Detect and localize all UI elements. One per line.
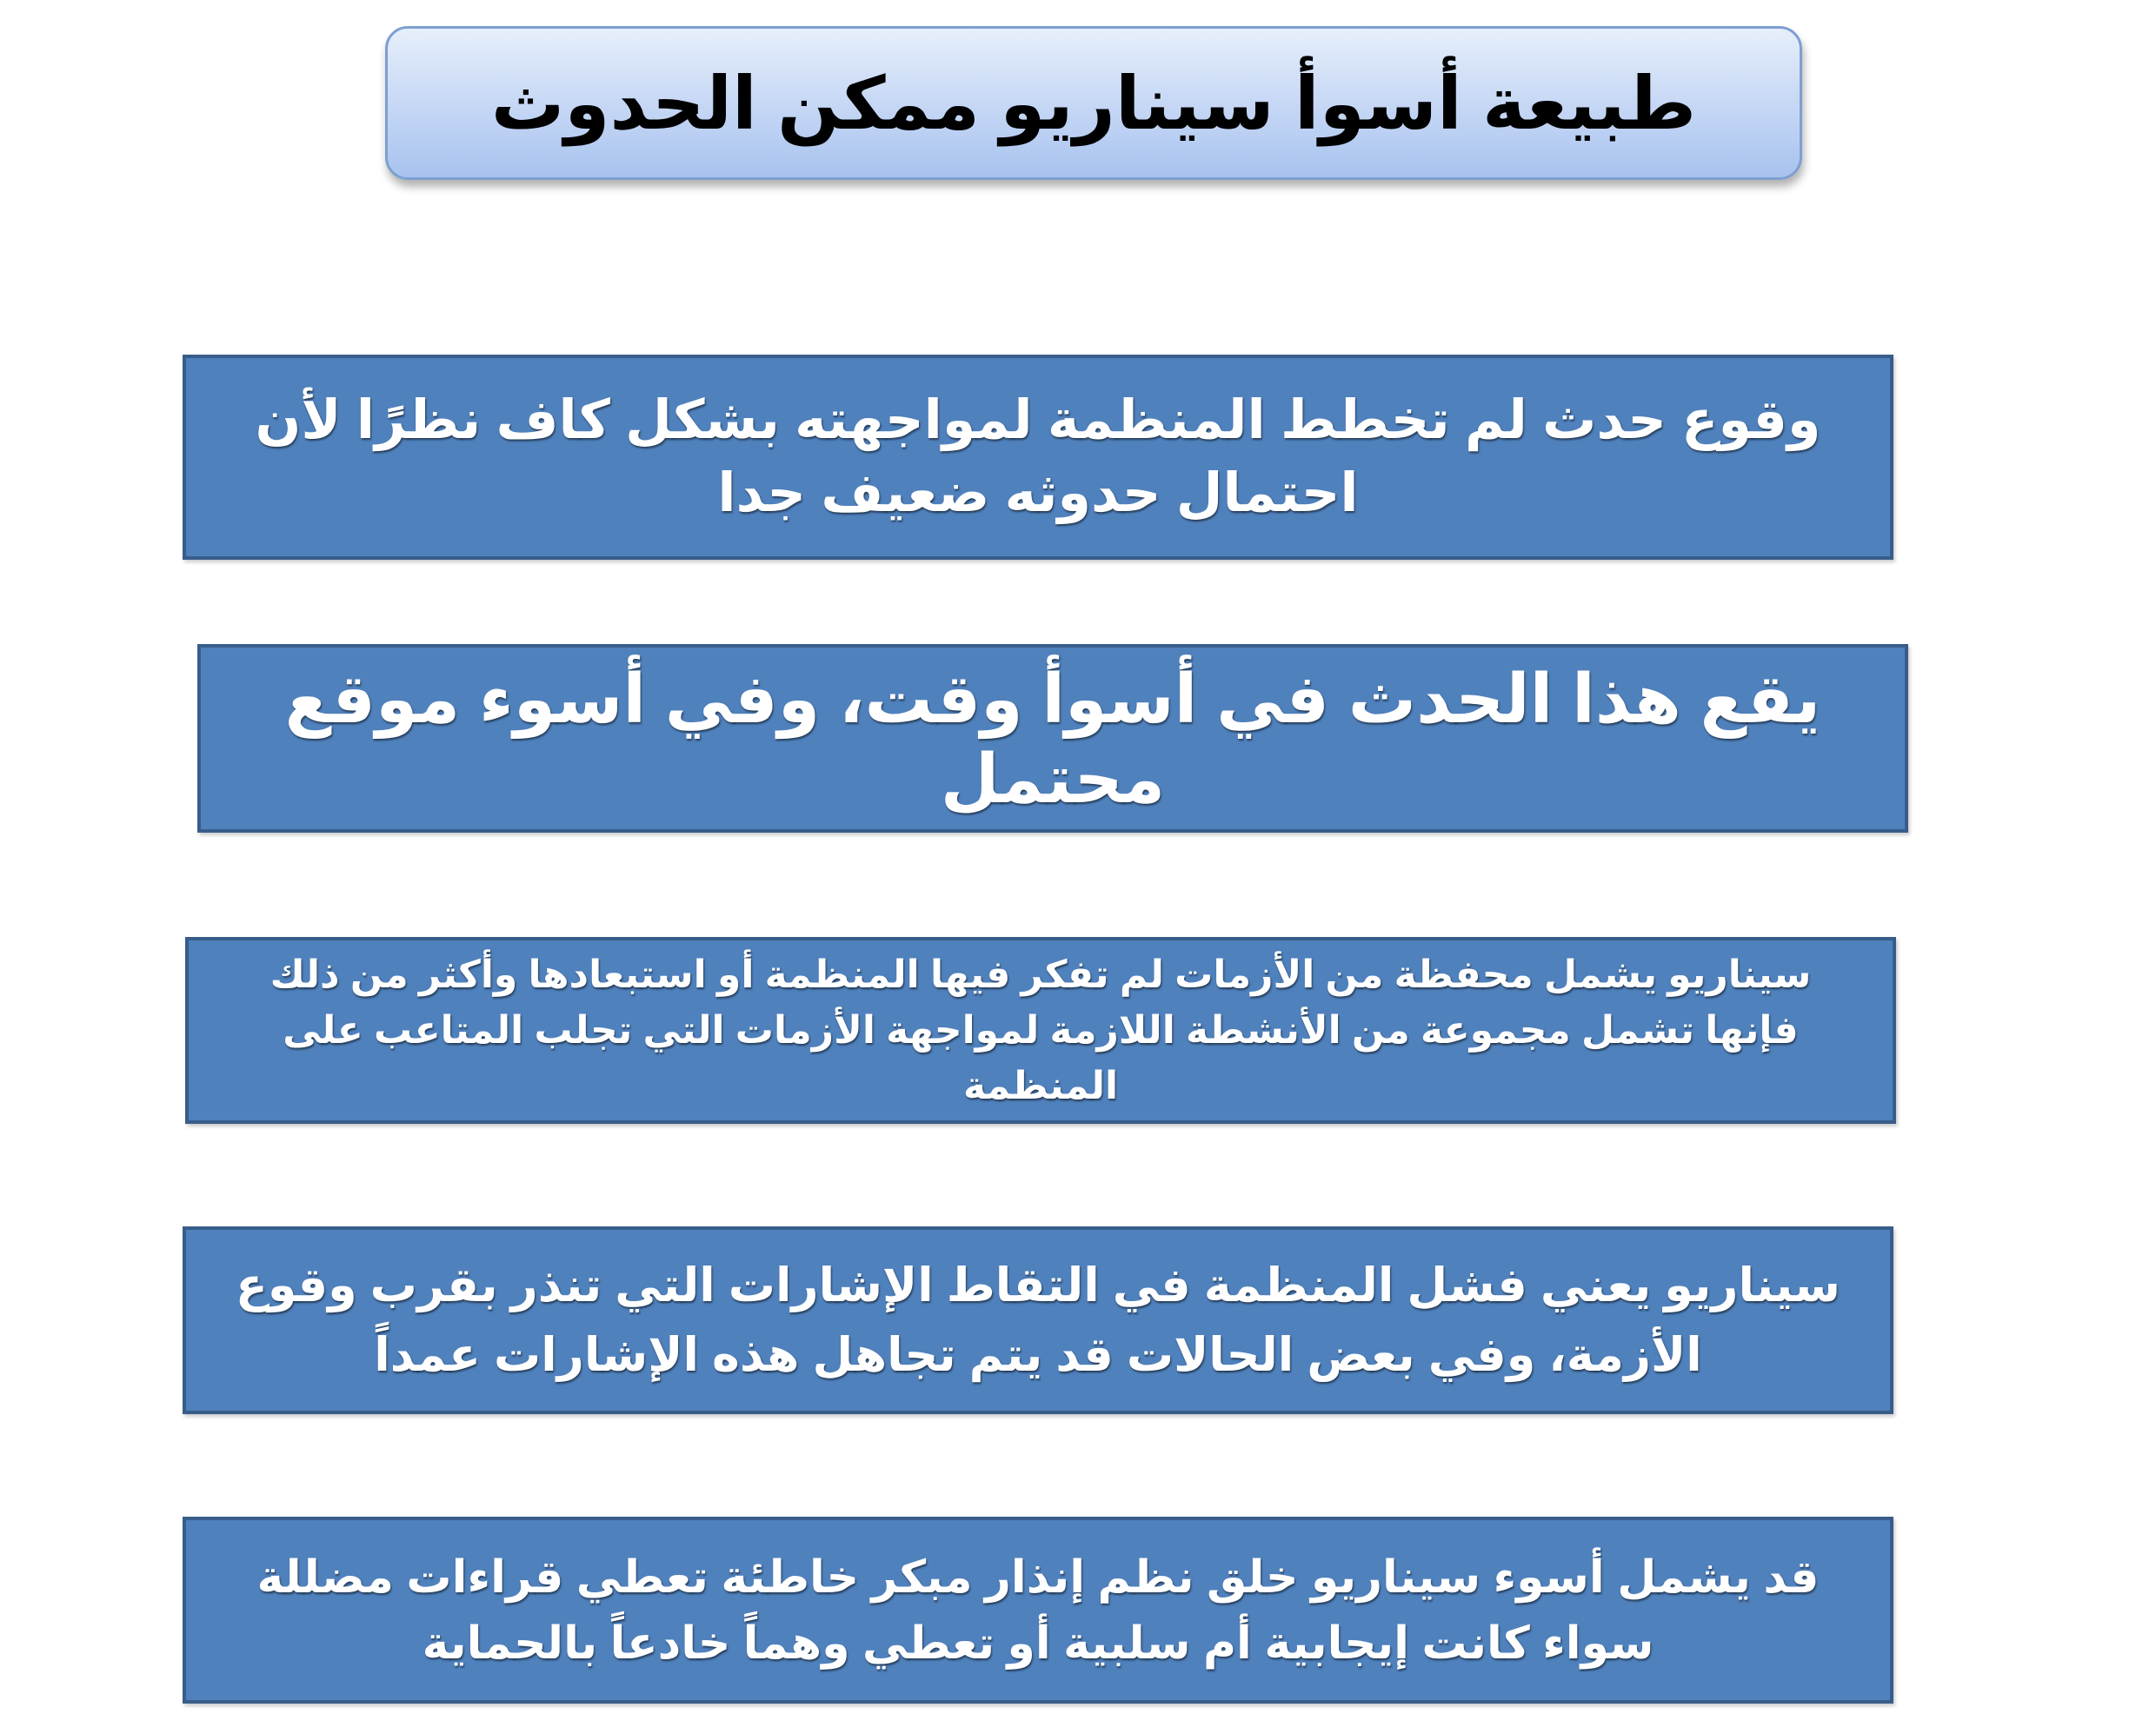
definition-box-4 — [183, 1226, 1893, 1414]
page-title: طبيعة أسوأ سيناريو ممكن الحدوث — [490, 62, 1697, 144]
title-box — [385, 26, 1802, 180]
definition-text-5: قد يشمل أسوء سيناريو خلق نظم إنذار مبكر خاطئة تعطي قراءات مضللة سواء كانت إيجابية أم سلبية أو تعطي وهماً خادعاً بالحماية — [256, 1551, 1820, 1669]
definition-box-2 — [197, 644, 1908, 833]
definition-text-2: يقع هذا الحدث في أسوأ وقت، وفي أسوء موقع محتمل — [284, 660, 1821, 817]
definition-box-3 — [185, 937, 1896, 1124]
definition-text-1: وقوع حدث لم تخطط المنظمة لمواجهته بشكل كاف نظرًا لأن احتمال حدوثه ضعيف جدا — [255, 390, 1821, 523]
definition-box-5 — [183, 1517, 1893, 1704]
definition-text-3: سيناريو يشمل محفظة من الأزمات لم تفكر فيها المنظمة أو استبعادها وأكثر من ذلك فإنها تشمل مجموعة من الأنشطة اللازمة لمواجهة الأزمات التي تجلب المتاعب على المنظمة — [270, 953, 1812, 1107]
definition-text-4: سيناريو يعني فشل المنظمة في التقاط الإشارات التي تنذر بقرب وقوع الأزمة، وفي بعض الحالات قد يتم تجاهل هذه الإشارات عمداً — [236, 1259, 1840, 1381]
definition-box-1 — [183, 355, 1893, 560]
